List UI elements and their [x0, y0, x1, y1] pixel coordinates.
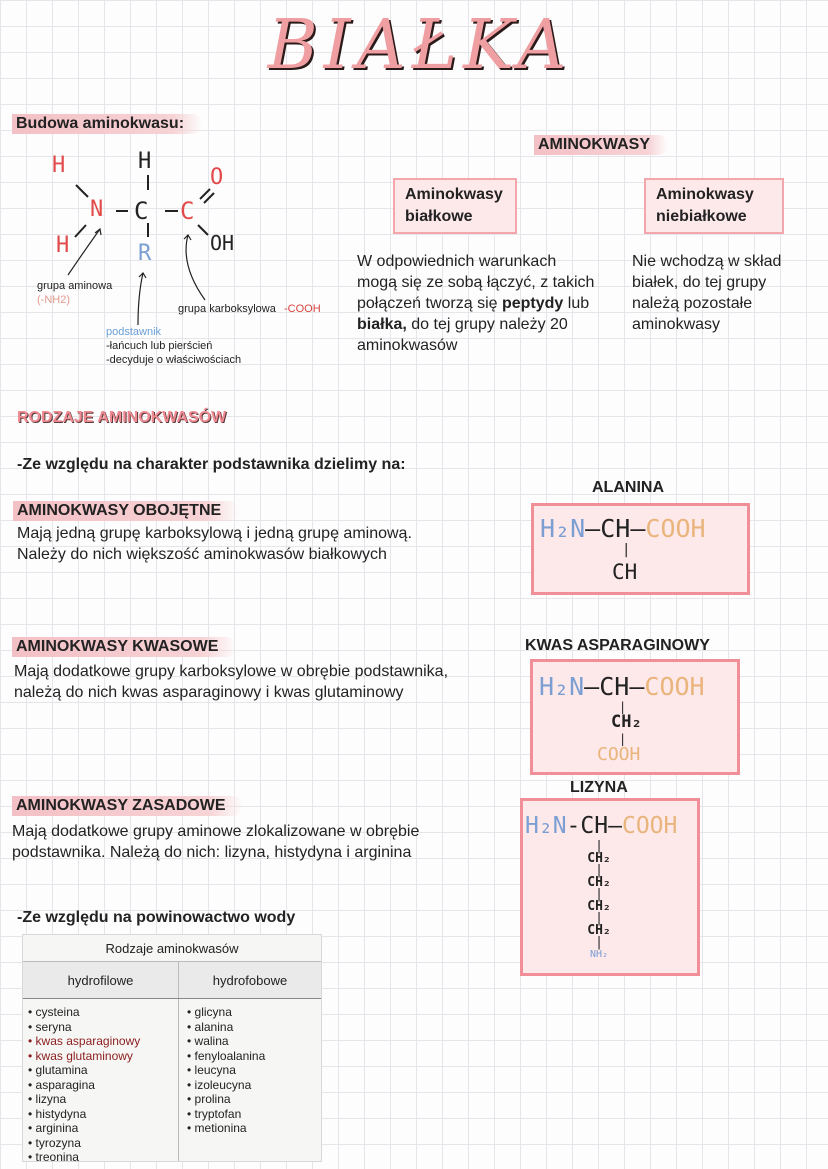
list-item: • metionina: [187, 1121, 321, 1136]
aspartic-acid-formula-box: [530, 659, 740, 775]
lysine-bond-2: –: [608, 813, 622, 839]
structure-heading: Budowa aminokwasu:: [12, 114, 202, 134]
list-item: • tryptofan: [187, 1107, 321, 1122]
amino-group-formula: (-NH2): [37, 294, 70, 306]
aspartic-amine-group: H₂N: [539, 672, 585, 701]
aspartic-main-chain: [539, 672, 705, 701]
alanine-bond-2: –: [630, 514, 646, 543]
list-item: • glutamina: [28, 1063, 178, 1078]
lysine-side-chain: [579, 841, 619, 961]
alanine-side-bond: |: [622, 542, 631, 558]
lysine-alpha-carbon: CH: [580, 813, 609, 839]
aspartic-bond-2: –: [629, 672, 645, 701]
nonprotein-box-line1: Aminokwasy: [656, 186, 754, 203]
list-item: • cysteina: [28, 1005, 178, 1020]
substituent-r: R: [138, 241, 152, 266]
list-item: • lizyna: [28, 1092, 178, 1107]
neutral-text-2: Należy do nich większość aminokwasów białkowych: [17, 546, 387, 563]
neutral-heading: AMINOKWASY OBOJĘTNE: [13, 501, 239, 521]
hydrophobic-list: [187, 1005, 321, 1136]
lysine-side-amine: NH₂: [589, 949, 609, 960]
nitrogen-atom: N: [90, 197, 104, 222]
hydrophilic-column-header: hydrofilowe: [23, 962, 179, 998]
aspartic-alpha-carbon: CH: [599, 672, 630, 701]
alanine-carboxyl-group: COOH: [645, 514, 706, 543]
protein-amino-acids-box: [393, 178, 517, 234]
substituent-label: podstawnik: [106, 326, 162, 338]
lysine-name: LIZYNA: [570, 779, 628, 796]
page-title: BIAŁKA: [267, 6, 573, 85]
alanine-amine-group: H₂N: [540, 514, 586, 543]
structure-bonds: [30, 145, 330, 370]
criterion-substituent: -Ze względu na charakter podstawnika dzielimy na:: [17, 456, 406, 473]
acidic-description: Mają dodatkowe grupy karboksylowe w obrębie podstawnika, należą do nich kwas asparaginowy i kwas glutaminowy: [14, 663, 449, 701]
alanine-side-chain: CH: [612, 560, 638, 584]
list-item: • walina: [187, 1034, 321, 1049]
aspartic-bond-1: –: [584, 672, 600, 701]
protein-desc-part2: lub: [563, 295, 590, 312]
list-item: • alanina: [187, 1020, 321, 1035]
aspartic-carboxyl-group: COOH: [644, 672, 705, 701]
hydrogen-atom-bottom-left: H: [56, 233, 70, 258]
alanine-name: ALANINA: [592, 479, 664, 496]
list-item: • glicyna: [187, 1005, 321, 1020]
list-item: • fenyloalanina: [187, 1049, 321, 1064]
list-item: • prolina: [187, 1092, 321, 1107]
amino-acids-heading: AMINOKWASY: [534, 135, 668, 155]
hydrophobic-column: [179, 999, 321, 1161]
amino-acid-structure-diagram: [30, 145, 330, 370]
nonprotein-amino-acids-description: Nie wchodzą w skład białek, do tej grupy należą pozostałe aminokwasy: [632, 253, 782, 333]
amino-acid-types-table: [22, 934, 322, 1162]
alanine-formula-box: [531, 503, 750, 595]
lysine-ch2-2: CH₂: [587, 875, 611, 890]
list-item: • kwas asparaginowy: [28, 1034, 178, 1049]
table-title: Rodzaje aminokwasów: [23, 935, 321, 962]
hydrogen-atom-top-left: H: [52, 153, 66, 178]
lysine-ch2-3: CH₂: [587, 899, 611, 914]
alanine-bond-1: –: [585, 514, 601, 543]
neutral-text-1: Mają jedną grupę karboksylową i jedną grupę aminową.: [17, 525, 412, 542]
protein-desc-part3: do tej grupy należy 20 aminokwasów: [357, 316, 568, 354]
substituent-note-2: -decyduje o właściwościach: [106, 354, 242, 366]
substituent-note-1: -łańcuch lub pierścień: [106, 340, 213, 352]
aspartic-acid-name: KWAS ASPARAGINOWY: [525, 637, 710, 654]
protein-box-line1: Aminokwasy: [405, 186, 503, 203]
lysine-amine-group: H₂N: [525, 813, 567, 839]
lysine-ch2-4: CH₂: [587, 923, 611, 938]
protein-desc-proteins: białka,: [357, 316, 407, 333]
alanine-alpha-carbon: CH: [600, 514, 631, 543]
list-item: • asparagina: [28, 1078, 178, 1093]
hydrophilic-column: [23, 999, 179, 1164]
list-item: • histydyna: [28, 1107, 178, 1122]
hydrophilic-list: [28, 1005, 178, 1165]
basic-heading: AMINOKWASY ZASADOWE: [12, 796, 243, 816]
aspartic-side-ch2: CH₂: [611, 712, 642, 732]
basic-description: Mają dodatkowe grupy aminowe zlokalizowane w obrębie podstawnika. Należą do nich: lizyna, histydyna i arginina: [12, 823, 420, 861]
protein-desc-part1: W odpowiednich warunkach mogą się ze sobą łączyć, z takich połączeń tworzą się: [357, 253, 595, 312]
acidic-heading: AMINOKWASY KWASOWE: [12, 637, 236, 657]
protein-desc-peptides: peptydy: [501, 295, 564, 312]
central-carbon-atom: C: [134, 197, 149, 225]
lysine-carboxyl-group: COOH: [621, 813, 678, 839]
aspartic-side-carboxyl: COOH: [597, 744, 641, 765]
hydroxyl-group: OH: [210, 231, 235, 255]
table-body: [23, 999, 321, 1164]
aspartic-side-bond-2: |: [619, 732, 627, 746]
lysine-side-bond: |: [595, 935, 603, 950]
lysine-formula-box: [520, 798, 700, 976]
criterion-water-affinity: -Ze względu na powinowactwo wody: [17, 909, 296, 926]
hydrophobic-column-header: hydrofobowe: [212, 972, 288, 988]
lysine-main-chain: [525, 813, 677, 839]
aspartic-side-bond-1: |: [619, 700, 627, 714]
list-item: • seryna: [28, 1020, 178, 1035]
carboxyl-group-formula: -COOH: [284, 303, 321, 315]
oxygen-atom: O: [210, 165, 224, 190]
carboxyl-carbon-atom: C: [180, 197, 195, 225]
list-item: • izoleucyna: [187, 1078, 321, 1093]
neutral-description: [17, 523, 507, 565]
amino-group-label: grupa aminowa: [37, 280, 113, 292]
list-item: • treonina: [28, 1150, 178, 1165]
list-item: • tyrozyna: [28, 1136, 178, 1151]
nonprotein-amino-acids-box: [644, 178, 784, 234]
lysine-ch2-1: CH₂: [587, 851, 611, 866]
lysine-side-bond: |: [595, 863, 603, 878]
lysine-side-bond: |: [595, 911, 603, 926]
lysine-side-bond: |: [595, 839, 603, 854]
carboxyl-group-label: grupa karboksylowa: [178, 303, 276, 315]
alanine-main-chain: [540, 514, 706, 543]
list-item: • arginina: [28, 1121, 178, 1136]
lysine-side-bond: |: [595, 887, 603, 902]
hydrogen-atom-top: H: [138, 149, 152, 174]
types-heading: RODZAJE AMINOKWASÓW: [17, 409, 227, 426]
protein-amino-acids-description: [357, 251, 597, 356]
protein-box-line2: białkowe: [405, 208, 473, 225]
table-header-row: [23, 962, 321, 999]
list-item: • kwas glutaminowy: [28, 1049, 178, 1064]
list-item: • leucyna: [187, 1063, 321, 1078]
nonprotein-box-line2: niebiałkowe: [656, 208, 747, 225]
lysine-bond-1: -: [566, 813, 581, 839]
